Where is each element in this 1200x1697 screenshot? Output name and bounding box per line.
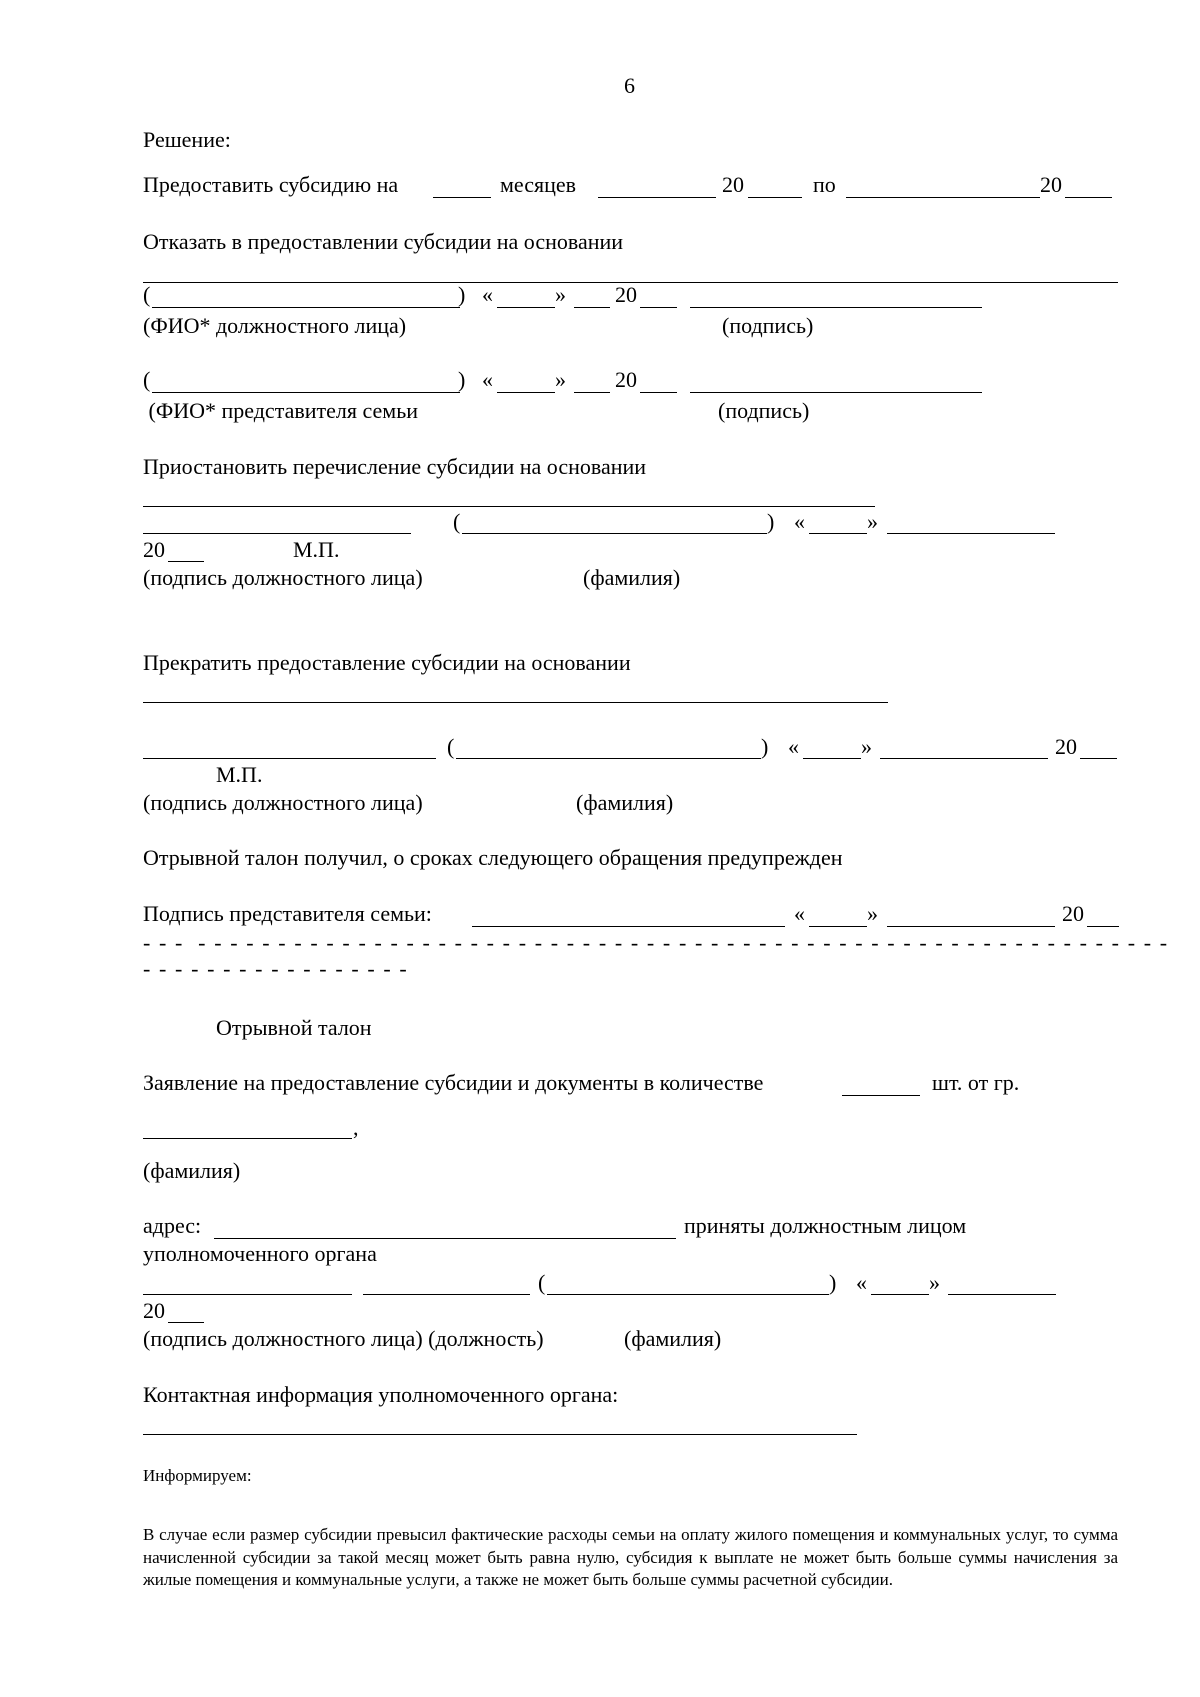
grant-label: Предоставить субсидию на [143, 172, 399, 197]
open-paren: ( [143, 367, 151, 392]
terminate-month-field[interactable] [880, 758, 1048, 759]
official-month-field[interactable] [574, 307, 610, 308]
quote-open: « [794, 901, 805, 926]
authority-label: уполномоченного органа [143, 1241, 377, 1266]
grant-start-year-field[interactable] [748, 197, 802, 198]
close-paren: ) [458, 367, 466, 392]
address-field[interactable] [214, 1238, 676, 1239]
citizen-surname-field[interactable] [143, 1138, 352, 1139]
family-fio-field[interactable] [152, 392, 460, 393]
received-notice: Отрывной талон получил, о сроках следующего обращения предупрежден [143, 845, 843, 870]
comma: , [353, 1115, 359, 1140]
official-signature-field[interactable] [690, 307, 982, 308]
quote-close: » [867, 901, 878, 926]
coupon-signature-field[interactable] [143, 1294, 352, 1295]
rep-year-field[interactable] [1087, 926, 1119, 927]
page-number: 6 [624, 73, 635, 98]
months-count-field[interactable] [433, 197, 491, 198]
family-signature-field[interactable] [690, 392, 982, 393]
coupon-year-field[interactable] [168, 1322, 204, 1323]
suspend-month-field[interactable] [887, 533, 1055, 534]
open-paren: ( [447, 734, 455, 759]
grant-start-date-field[interactable] [598, 197, 716, 198]
cut-line: - - - - - - - - - - - - - - - - - [143, 956, 409, 981]
close-paren: ) [767, 509, 775, 534]
surname-caption: (фамилия) [576, 790, 674, 815]
coupon-title: Отрывной талон [216, 1015, 372, 1040]
open-paren: ( [143, 282, 151, 307]
contact-label: Контактная информация уполномоченного органа: [143, 1382, 619, 1407]
surname-caption: (фамилия) [624, 1326, 722, 1351]
year-prefix: 20 [1062, 901, 1084, 926]
family-fio-caption: (ФИО* представителя семьи [143, 398, 418, 423]
coupon-surname-field[interactable] [547, 1294, 829, 1295]
inform-text: В случае если размер субсидии превысил фактические расходы семьи на оплату жилого помещения и коммунальных услуг, то сумма начисленной субсидии за такой месяц может быть равна нулю, субсидия к выплате не может быть больше суммы начисления за жилые помещения и коммунальные услуги, а также не может быть больше суммы расчетной субсидии. [143, 1525, 1118, 1589]
rep-signature-field[interactable] [472, 926, 785, 927]
sign-caption: (подпись должностного лица) [143, 565, 423, 590]
quote-open: « [856, 1270, 867, 1295]
quote-open: « [788, 734, 799, 759]
coupon-day-field[interactable] [871, 1294, 929, 1295]
open-paren: ( [538, 1270, 546, 1295]
inform-heading: Информируем: [143, 1466, 252, 1485]
quote-open: « [482, 367, 493, 392]
official-fio-field[interactable] [152, 307, 460, 308]
surname-caption: (фамилия) [583, 565, 681, 590]
year-prefix: 20 [1055, 734, 1077, 759]
suspend-surname-field[interactable] [462, 533, 767, 534]
stamp-mark: М.П. [216, 762, 263, 787]
suspend-signature-field[interactable] [143, 533, 411, 534]
documents-count-field[interactable] [842, 1095, 920, 1096]
rep-month-field[interactable] [887, 926, 1055, 927]
refuse-label: Отказать в предоставлении субсидии на основании [143, 229, 624, 254]
close-paren: ) [761, 734, 769, 759]
suspend-day-field[interactable] [809, 533, 867, 534]
year-prefix: 20 [143, 1298, 165, 1323]
coupon-captions: (подпись должностного лица) (должность) [143, 1326, 544, 1351]
year-prefix: 20 [615, 282, 637, 307]
quote-open: « [794, 509, 805, 534]
quote-close: » [867, 509, 878, 534]
official-day-field[interactable] [497, 307, 555, 308]
terminate-signature-field[interactable] [143, 758, 436, 759]
rep-signature-label: Подпись представителя семьи: [143, 901, 432, 926]
open-paren: ( [453, 509, 461, 534]
quote-open: « [482, 282, 493, 307]
close-paren: ) [458, 282, 466, 307]
grant-end-year-field[interactable] [1065, 197, 1112, 198]
grant-end-date-field[interactable] [846, 197, 1040, 198]
terminate-day-field[interactable] [803, 758, 861, 759]
coupon-month-field[interactable] [948, 1294, 1056, 1295]
suspend-year-field[interactable] [168, 561, 204, 562]
stamp-mark: М.П. [293, 537, 340, 562]
quote-close: » [555, 282, 566, 307]
year-prefix: 20 [615, 367, 637, 392]
application-label: Заявление на предоставление субсидии и документы в количестве [143, 1070, 764, 1095]
family-year-field[interactable] [640, 392, 677, 393]
quote-close: » [555, 367, 566, 392]
official-year-field[interactable] [640, 307, 677, 308]
family-month-field[interactable] [574, 392, 610, 393]
close-paren: ) [829, 1270, 837, 1295]
terminate-reason-field[interactable] [143, 702, 888, 703]
cut-line: - - - - - - - - - - - - - - - - - - - - - - - - - - - - - - - - - - - - - - - - - - - - - - - - - - - - - - - - - - - - - - - - [143, 930, 1169, 955]
quote-close: » [929, 1270, 940, 1295]
suspend-label: Приостановить перечисление субсидии на основании [143, 454, 647, 479]
terminate-year-field[interactable] [1080, 758, 1117, 759]
surname-caption: (фамилия) [143, 1158, 241, 1183]
contact-info-field[interactable] [143, 1434, 857, 1435]
sign-caption: (подпись должностного лица) [143, 790, 423, 815]
suspend-reason-field[interactable] [143, 506, 875, 507]
year-prefix: 20 [143, 537, 165, 562]
signature-caption: (подпись) [718, 398, 810, 423]
accepted-label: приняты должностным лицом [684, 1213, 967, 1238]
grant-start-year-prefix: 20 [722, 172, 744, 197]
family-day-field[interactable] [497, 392, 555, 393]
rep-day-field[interactable] [809, 926, 867, 927]
signature-caption: (подпись) [722, 313, 814, 338]
coupon-position-field[interactable] [363, 1294, 530, 1295]
grant-end-year-prefix: 20 [1040, 172, 1062, 197]
months-label: месяцев [500, 172, 577, 197]
terminate-surname-field[interactable] [456, 758, 761, 759]
decision-heading: Решение: [143, 127, 231, 152]
pcs-label: шт. от гр. [932, 1070, 1020, 1095]
address-label: адрес: [143, 1213, 202, 1238]
quote-close: » [861, 734, 872, 759]
official-fio-caption: (ФИО* должностного лица) [143, 313, 407, 338]
terminate-label: Прекратить предоставление субсидии на основании [143, 650, 631, 675]
po-label: по [813, 172, 836, 197]
